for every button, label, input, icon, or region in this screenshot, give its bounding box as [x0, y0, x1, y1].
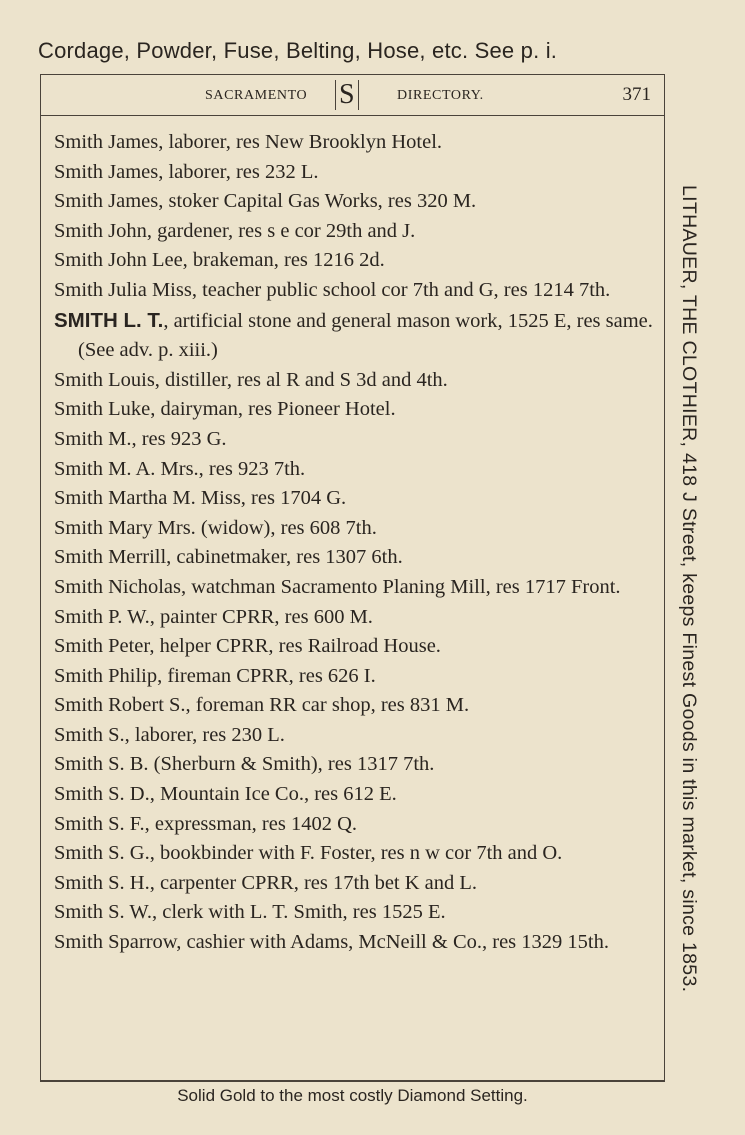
entry-text: Smith James, stoker Capital Gas Works, res 320 M. — [54, 190, 477, 213]
entry-text: Smith Merrill, cabinetmaker, res 1307 6th. — [54, 546, 403, 569]
entry-text: Smith John Lee, brakeman, res 1216 2d. — [54, 249, 385, 272]
directory-entry — [54, 839, 659, 869]
directory-entry — [54, 928, 659, 958]
running-header — [40, 78, 665, 116]
header-section-letter: S — [335, 80, 359, 110]
directory-entry — [54, 128, 659, 158]
directory-entry — [54, 484, 659, 514]
directory-entry — [54, 217, 659, 247]
entry-bold-name: SMITH L. T. — [54, 308, 164, 332]
directory-entry — [54, 514, 659, 544]
directory-entry — [54, 455, 659, 485]
entry-text: Smith Robert S., foreman RR car shop, res 831 M. — [54, 694, 470, 717]
directory-entry — [54, 632, 659, 662]
directory-entry — [54, 187, 659, 217]
directory-entry — [54, 780, 659, 810]
entry-text: Smith S. W., clerk with L. T. Smith, res 1525 E. — [54, 901, 446, 924]
entry-text: Smith John, gardener, res s e cor 29th and J. — [54, 219, 416, 242]
entry-text: Smith S. D., Mountain Ice Co., res 612 E. — [54, 783, 397, 806]
entry-text: Smith Martha M. Miss, res 1704 G. — [54, 487, 347, 510]
entry-text: Smith Louis, distiller, res al R and S 3d and 4th. — [54, 368, 448, 391]
directory-entry — [54, 158, 659, 188]
entry-text: Smith S. H., carpenter CPRR, res 17th bet K and L. — [54, 871, 478, 894]
entry-text: Smith Luke, dairyman, res Pioneer Hotel. — [54, 398, 396, 421]
entry-text: Smith M., res 923 G. — [54, 427, 227, 450]
directory-entry — [54, 869, 659, 899]
page-number: 371 — [622, 84, 651, 105]
footer-advert: Solid Gold to the most costly Diamond Setting. — [177, 1086, 528, 1105]
header-directory-word: DIRECTORY. — [397, 88, 484, 103]
directory-entry — [54, 425, 659, 455]
entry-text: Smith Julia Miss, teacher public school cor 7th and G, res 1214 7th. — [54, 278, 611, 301]
directory-entry — [54, 810, 659, 840]
directory-entry — [54, 543, 659, 573]
entry-text: Smith P. W., painter CPRR, res 600 M. — [54, 605, 373, 628]
directory-entry — [54, 246, 659, 276]
entry-text: Smith S., laborer, res 230 L. — [54, 723, 285, 746]
entry-text: Smith Peter, helper CPRR, res Railroad House. — [54, 635, 441, 658]
top-banner-advert: Cordage, Powder, Fuse, Belting, Hose, etc. See p. i. — [38, 38, 558, 63]
directory-entry — [54, 395, 659, 425]
directory-entry — [54, 691, 659, 721]
entry-text: Smith Sparrow, cashier with Adams, McNeill & Co., res 1329 15th. — [54, 931, 609, 954]
directory-entry — [54, 276, 659, 306]
entry-text: Smith James, laborer, res New Brooklyn Hotel. — [54, 131, 443, 153]
entry-text: Smith Mary Mrs. (widow), res 608 7th. — [54, 516, 377, 539]
directory-entry — [54, 898, 659, 928]
entry-text: , artificial stone and general mason work, 1525 E, res same. (See adv. p. xiii.) — [78, 309, 653, 362]
directory-entry — [54, 662, 659, 692]
directory-entry — [54, 366, 659, 396]
entry-text: Smith Nicholas, watchman Sacramento Planing Mill, res 1717 Front. — [54, 575, 621, 598]
directory-entry — [54, 306, 659, 366]
entry-text: Smith S. F., expressman, res 1402 Q. — [54, 812, 358, 835]
entry-text: Smith S. B. (Sherburn & Smith), res 1317 7th. — [54, 753, 435, 776]
header-city: SACRAMENTO — [205, 88, 308, 103]
entry-text: Smith James, laborer, res 232 L. — [54, 160, 319, 183]
directory-entry — [54, 573, 659, 603]
side-advert: LITHAUER, THE CLOTHIER, 418 J Street, keeps Finest Goods in this market, since 1853. — [678, 185, 700, 993]
entry-text: Smith Philip, fireman CPRR, res 626 I. — [54, 664, 376, 687]
directory-entry — [54, 603, 659, 633]
directory-entry — [54, 750, 659, 780]
entry-text: Smith M. A. Mrs., res 923 7th. — [54, 457, 306, 480]
directory-entries — [54, 128, 659, 958]
entry-text: Smith S. G., bookbinder with F. Foster, res n w cor 7th and O. — [54, 842, 563, 865]
directory-entry — [54, 721, 659, 751]
